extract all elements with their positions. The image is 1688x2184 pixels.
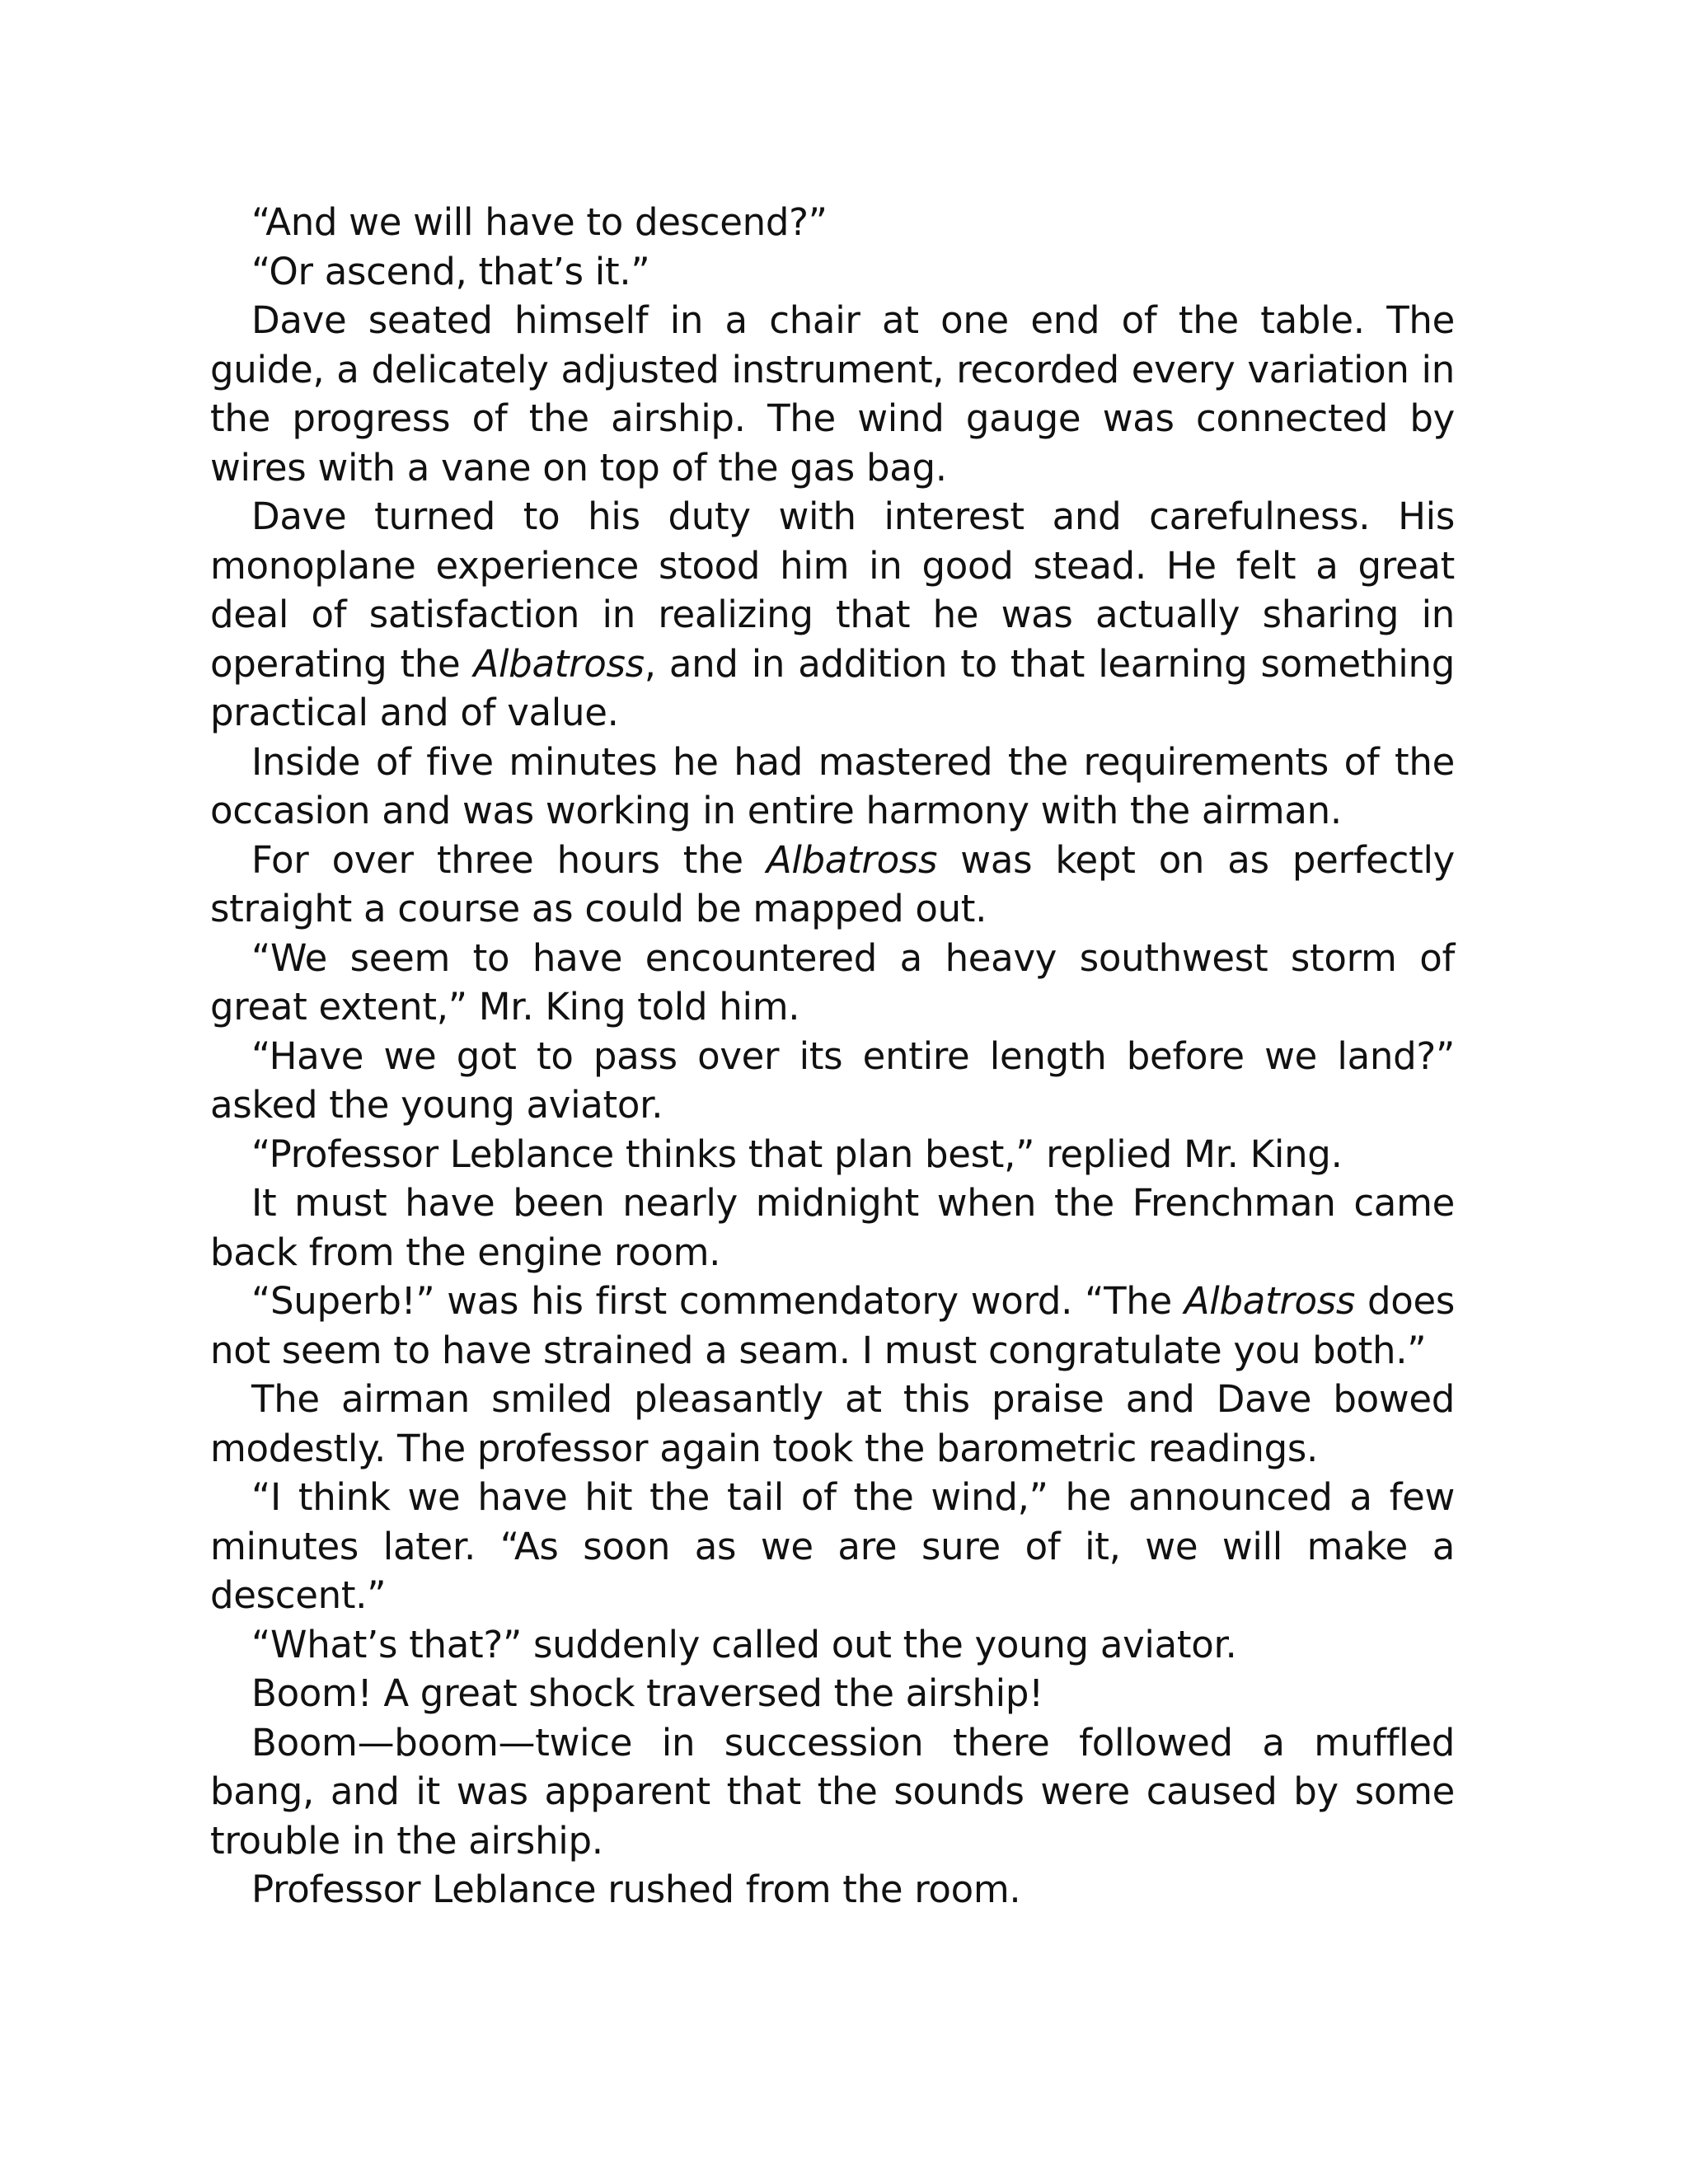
text-segment: does not seem to have strained a seam. I must congratulate you both.” [210,1279,1455,1372]
text-segment: , and in addition to that learning something practical and of value. [210,641,1455,734]
paragraph-10 [210,1179,1455,1277]
paragraph-13 [210,1473,1455,1620]
paragraph-11 [210,1277,1455,1375]
text-segment: Boom! A great shock traversed the airship! [251,1671,1043,1715]
text-segment: Dave turned to his duty with interest and carefulness. His monoplane experience stood him in good stead. He felt a great deal of satisfaction in realizing that he was actually sharing in operating the [210,494,1455,686]
text-segment: The airman smiled pleasantly at this praise and Dave bowed modestly. The professor again took the barometric readings. [210,1377,1455,1470]
book-page [210,198,1455,1915]
text-segment: “Or ascend, that’s it.” [251,249,650,293]
paragraph-7 [210,934,1455,1032]
text-segment: was kept on as perfectly straight a course as could be mapped out. [210,837,1455,930]
paragraph-1 [210,198,1455,247]
text-segment: “Superb!” was his first commendatory word. “The [251,1279,1184,1323]
text-segment: “Professor Leblance thinks that plan best,” replied Mr. King. [251,1132,1343,1176]
text-segment: Boom—boom—twice in succession there followed a muffled bang, and it was apparent that the sounds were caused by some trouble in the airship. [210,1720,1455,1863]
paragraph-15 [210,1669,1455,1718]
paragraph-6 [210,836,1455,934]
paragraph-12 [210,1375,1455,1473]
text-segment: “I think we have hit the tail of the wind,” he announced a few minutes later. “As soon as we are sure of it, we will make a descent.” [210,1475,1455,1617]
italic-ship-name: Albatross [766,837,938,882]
text-segment: “And we will have to descend?” [251,200,828,244]
paragraph-5 [210,738,1455,836]
paragraph-4 [210,492,1455,738]
text-segment: Dave seated himself in a chair at one end of the table. The guide, a delicately adjusted instrument, recorded every variation in the progress of the airship. The wind gauge was connected by wires with a vane on top of the gas bag. [210,298,1455,490]
text-segment: For over three hours the [251,837,767,882]
paragraph-17 [210,1865,1455,1915]
paragraph-2 [210,247,1455,297]
paragraph-8 [210,1032,1455,1130]
paragraph-16 [210,1718,1455,1866]
text-segment: Professor Leblance rushed from the room. [251,1868,1021,1911]
text-segment: It must have been nearly midnight when the Frenchman came back from the engine room. [210,1181,1455,1274]
paragraph-3 [210,296,1455,492]
text-segment: Inside of five minutes he had mastered the requirements of the occasion and was working in entire harmony with the airman. [210,739,1455,832]
paragraph-9 [210,1130,1455,1179]
paragraph-14 [210,1620,1455,1670]
italic-ship-name: Albatross [1184,1279,1356,1323]
italic-ship-name: Albatross [473,641,645,686]
text-segment: “What’s that?” suddenly called out the young aviator. [251,1622,1237,1666]
text-segment: “Have we got to pass over its entire length before we land?” asked the young aviator. [210,1033,1455,1127]
text-segment: “We seem to have encountered a heavy southwest storm of great extent,” Mr. King told him. [210,935,1455,1029]
